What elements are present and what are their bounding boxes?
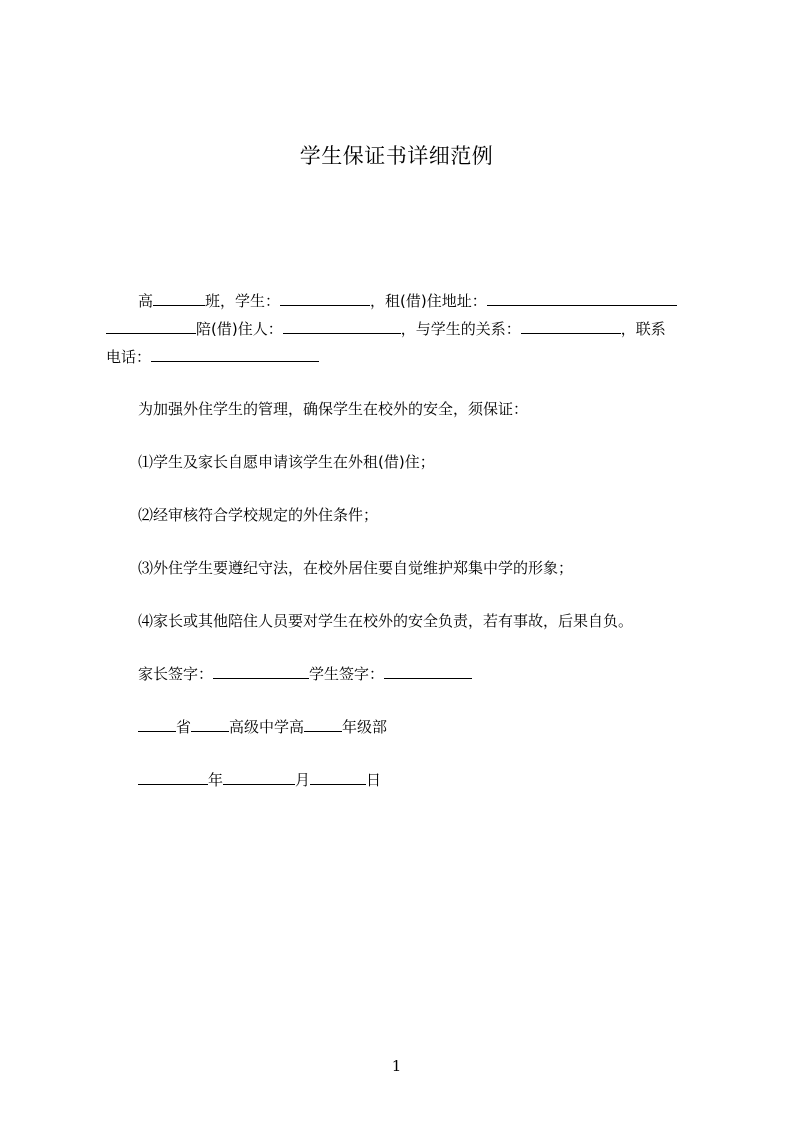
month-label: 月 bbox=[295, 771, 311, 789]
info-line-3 bbox=[106, 347, 319, 367]
year-label: 年 bbox=[208, 771, 224, 789]
companion-blank[interactable] bbox=[283, 319, 401, 334]
grade-blank[interactable] bbox=[304, 717, 342, 732]
month-blank[interactable] bbox=[223, 770, 295, 785]
day-label: 日 bbox=[366, 771, 382, 789]
school-name-label: 高级中学高 bbox=[229, 718, 305, 736]
year-blank[interactable] bbox=[138, 770, 208, 785]
parent-signature-blank[interactable] bbox=[213, 664, 309, 679]
page-number: 1 bbox=[391, 1057, 402, 1075]
address-blank[interactable] bbox=[487, 291, 677, 306]
school-line bbox=[138, 717, 387, 737]
contact-label: ，联系 bbox=[620, 320, 666, 338]
item-2: ⑵经审核符合学校规定的外住条件； bbox=[138, 506, 379, 524]
info-line-1 bbox=[138, 291, 677, 311]
intro-paragraph: 为加强外住学生的管理，确保学生在校外的安全，须保证： bbox=[138, 400, 529, 418]
phone-label: 电话： bbox=[106, 348, 152, 366]
relation-label: ，与学生的关系： bbox=[400, 320, 521, 338]
item-4: ⑷家长或其他陪住人员要对学生在校外的安全负责，若有事故，后果自负。 bbox=[138, 612, 634, 630]
student-signature-label: 学生签字： bbox=[309, 665, 385, 683]
date-line bbox=[138, 770, 381, 790]
address-blank-continued[interactable] bbox=[106, 319, 196, 334]
province-blank[interactable] bbox=[138, 717, 176, 732]
province-label: 省 bbox=[176, 718, 192, 736]
school-blank[interactable] bbox=[191, 717, 229, 732]
companion-label: 陪(借)住人： bbox=[196, 320, 283, 338]
item-3: ⑶外住学生要遵纪守法，在校外居住要自觉维护郑集中学的形象； bbox=[138, 559, 574, 577]
item-1: ⑴学生及家长自愿申请该学生在外租(借)住； bbox=[138, 453, 435, 471]
signature-line bbox=[138, 664, 472, 684]
grade-dept-label: 年级部 bbox=[342, 718, 388, 736]
relation-blank[interactable] bbox=[521, 319, 621, 334]
class-blank[interactable] bbox=[153, 291, 205, 306]
page-title: 学生保证书详细范例 bbox=[299, 144, 494, 168]
parent-signature-label: 家长签字： bbox=[138, 665, 214, 683]
gao-label: 高 bbox=[138, 292, 154, 310]
day-blank[interactable] bbox=[310, 770, 366, 785]
student-signature-blank[interactable] bbox=[384, 664, 472, 679]
address-label: ，租(借)住地址： bbox=[370, 292, 487, 310]
ban-student-label: 班，学生： bbox=[205, 292, 281, 310]
phone-blank[interactable] bbox=[151, 347, 319, 362]
student-name-blank[interactable] bbox=[280, 291, 370, 306]
info-line-2 bbox=[106, 319, 666, 339]
